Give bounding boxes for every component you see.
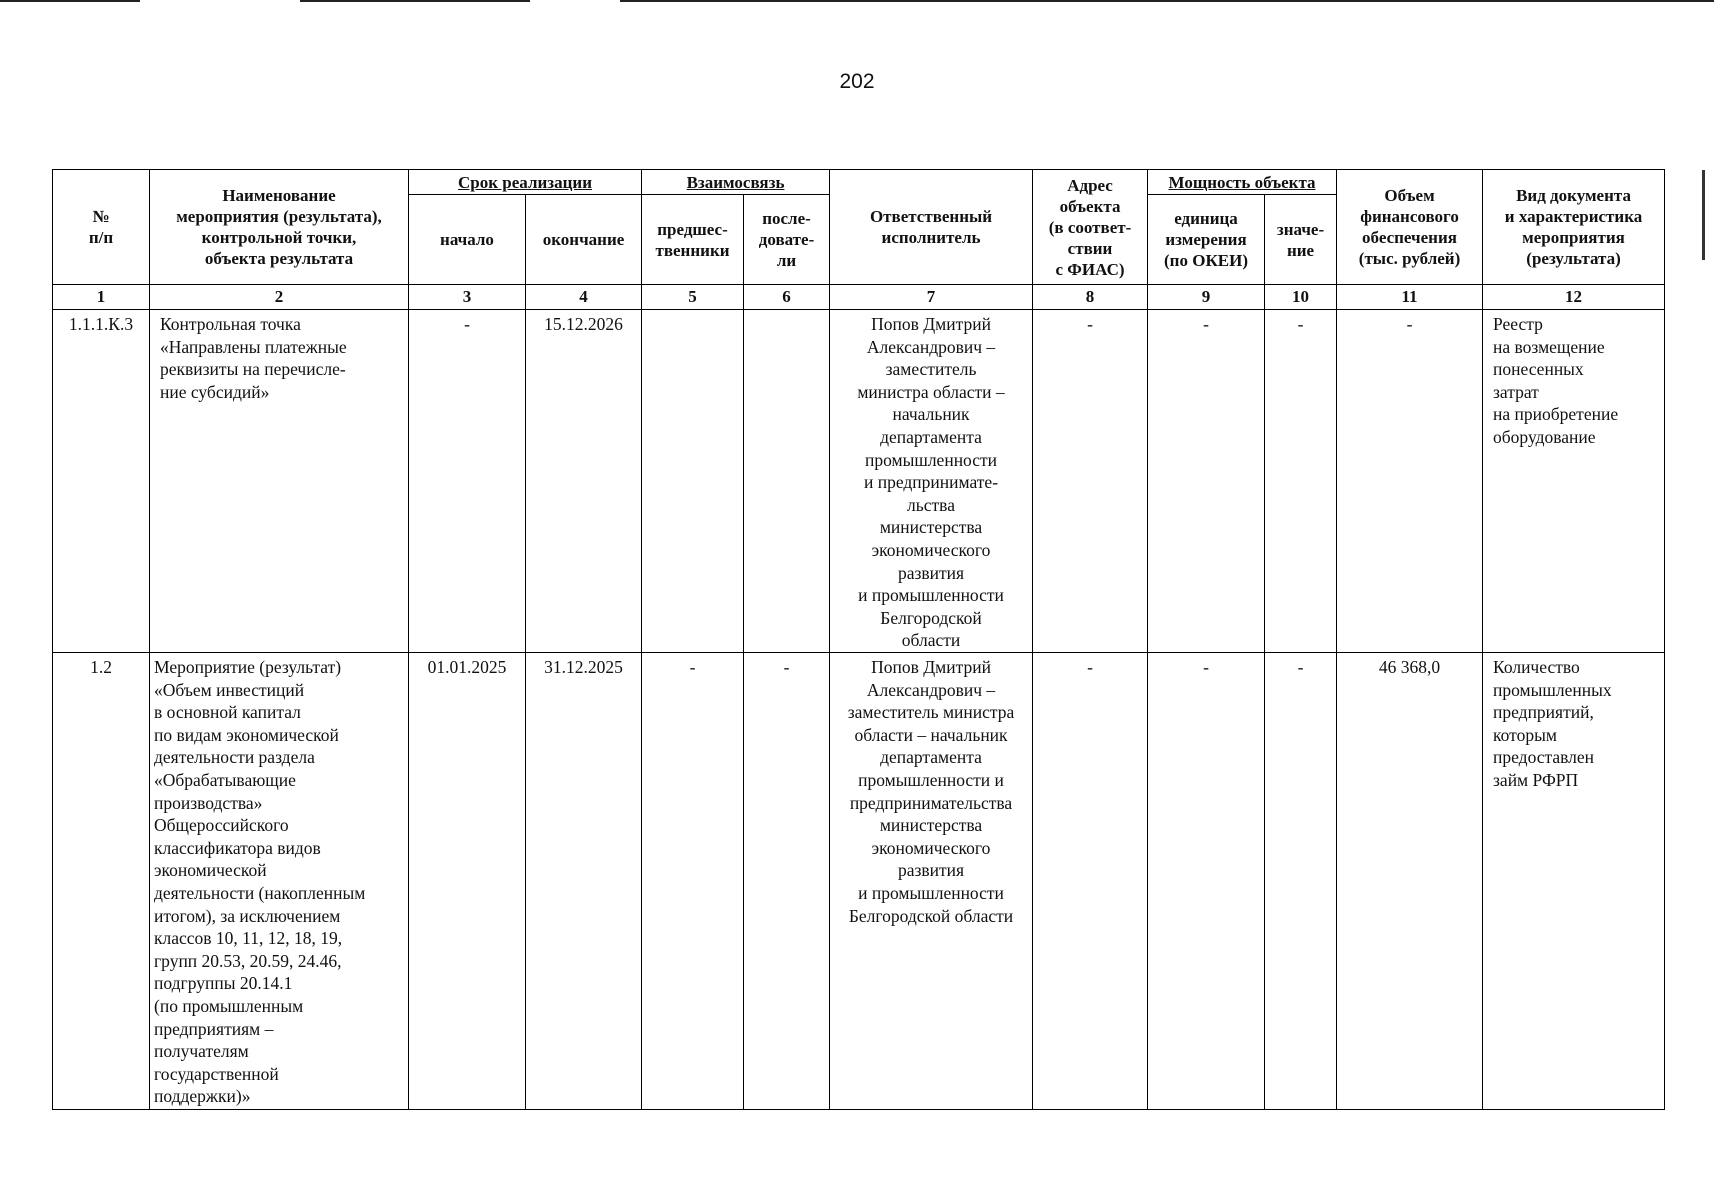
capacity-value: - (1265, 310, 1337, 653)
capacity-unit: - (1148, 653, 1265, 1110)
table-row (53, 310, 1665, 653)
start-date: - (409, 310, 526, 653)
column-number: 5 (642, 285, 744, 310)
successors (744, 310, 830, 653)
table-row (53, 653, 1665, 1110)
col-header-doc: Вид документа и характеристика мероприятия (результата) (1483, 170, 1665, 285)
finance-amount: 46 368,0 (1337, 653, 1483, 1110)
column-number: 12 (1483, 285, 1665, 310)
scan-edge-segment (0, 0, 140, 2)
capacity-unit: - (1148, 310, 1265, 653)
column-number: 6 (744, 285, 830, 310)
column-number: 1 (53, 285, 150, 310)
activity-name: Мероприятие (результат) «Объем инвестиций в основной капитал по видам экономической деятельности раздела «Обрабатывающие производства» Общероссийского классификатора видов экономической деятельности (накопленным итогом), за исключением классов 10, 11, 12, 18, 19, групп 20.53, 20.59, 24.46, подгруппы 20.14.1 (по промышленным предприятиям – получателям государственной поддержки)» (150, 653, 409, 1110)
col-group-link: Взаимосвязь (642, 170, 830, 195)
start-date: 01.01.2025 (409, 653, 526, 1110)
scan-edge-segment (300, 0, 530, 2)
scan-edge-segment (620, 0, 1714, 2)
column-number: 8 (1033, 285, 1148, 310)
col-header-end: окончание (526, 195, 642, 285)
column-number: 11 (1337, 285, 1483, 310)
header-row-top (53, 170, 1665, 195)
col-group-capacity: Мощность объекта (1148, 170, 1337, 195)
col-header-value: значе- ние (1265, 195, 1337, 285)
scan-edge-top (0, 0, 1714, 2)
col-header-name: Наименование мероприятия (результата), контрольной точки, объекта результата (150, 170, 409, 285)
col-header-finance: Объем финансового обеспечения (тыс. рублей) (1337, 170, 1483, 285)
col-header-successors: после- довате- ли (744, 195, 830, 285)
responsible-executor: Попов Дмитрий Александрович – заместитель министра области – начальник департамента промышленности и предпринимательства министерства экономического развития и промышленности Белгородской области (830, 653, 1033, 1110)
page-number: 202 (839, 70, 875, 93)
col-header-no: № п/п (53, 170, 150, 285)
column-number: 3 (409, 285, 526, 310)
column-number-row (53, 285, 1665, 310)
row-number: 1.1.1.К.3 (53, 310, 150, 653)
object-address: - (1033, 310, 1148, 653)
col-header-executor: Ответственный исполнитель (830, 170, 1033, 285)
object-address: - (1033, 653, 1148, 1110)
column-number: 7 (830, 285, 1033, 310)
column-number: 2 (150, 285, 409, 310)
column-number: 4 (526, 285, 642, 310)
responsible-executor: Попов Дмитрий Александрович – заместитель министра области – начальник департамента промышленности и предпринимате- льства министерства экономического развития и промышленности Белгородской области (830, 310, 1033, 653)
finance-amount: - (1337, 310, 1483, 653)
end-date: 15.12.2026 (526, 310, 642, 653)
activities-table (52, 169, 1665, 1110)
successors: - (744, 653, 830, 1110)
column-number: 9 (1148, 285, 1265, 310)
col-header-predecessors: предшес- твенники (642, 195, 744, 285)
col-header-address: Адрес объекта (в соответ- ствии с ФИАС) (1033, 170, 1148, 285)
column-number: 10 (1265, 285, 1337, 310)
predecessors: - (642, 653, 744, 1110)
capacity-value: - (1265, 653, 1337, 1110)
scan-edge-right (1702, 170, 1705, 260)
activity-name: Контрольная точка «Направлены платежные реквизиты на перечисле- ние субсидий» (150, 310, 409, 653)
end-date: 31.12.2025 (526, 653, 642, 1110)
col-group-period: Срок реализации (409, 170, 642, 195)
col-header-unit: единица измерения (по ОКЕИ) (1148, 195, 1265, 285)
col-header-start: начало (409, 195, 526, 285)
document-type: Реестр на возмещение понесенных затрат на приобретение оборудование (1483, 310, 1665, 653)
document-type: Количество промышленных предприятий, которым предоставлен займ РФРП (1483, 653, 1665, 1110)
row-number: 1.2 (53, 653, 150, 1110)
predecessors (642, 310, 744, 653)
